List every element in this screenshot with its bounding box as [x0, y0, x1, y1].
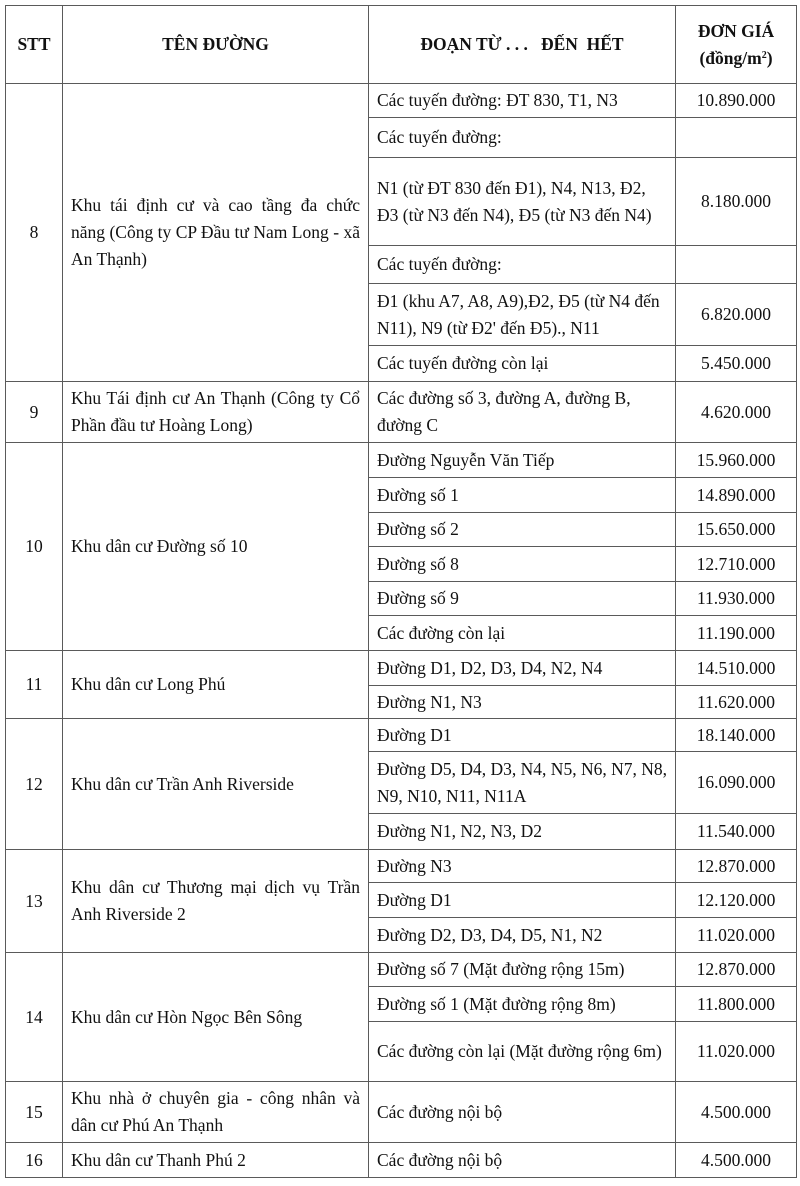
table-row [6, 84, 797, 118]
segment-cell: Đường N3 [369, 850, 676, 883]
segment-cell: Đường D1 [369, 883, 676, 918]
header-segment-label: ĐOẠN TỪ . . . ĐẾN HẾT [420, 34, 624, 54]
header-price-unit-text: (đồng/m [699, 47, 762, 68]
segment-cell: Đường số 7 (Mặt đường rộng 15m) [369, 953, 676, 987]
table-row [6, 382, 797, 443]
unit-price-cell: 18.140.000 [676, 719, 797, 752]
unit-price-cell: 11.190.000 [676, 616, 797, 651]
unit-price-cell: 8.180.000 [676, 158, 797, 246]
header-segment [369, 6, 676, 84]
segment-cell: Đường số 9 [369, 582, 676, 616]
table-row [6, 1082, 797, 1143]
segment-cell: Đường D5, D4, D3, N4, N5, N6, N7, N8, N9, N10, N11, N11A [369, 752, 676, 814]
unit-price-cell: 14.890.000 [676, 478, 797, 513]
header-price-unit-sup: 2 [761, 49, 767, 61]
unit-price-cell: 14.510.000 [676, 651, 797, 686]
header-street-name: TÊN ĐƯỜNG [63, 6, 369, 84]
unit-price-cell: 12.120.000 [676, 883, 797, 918]
segment-cell: Các đường số 3, đường A, đường B, đường C [369, 382, 676, 443]
street-name-cell: Khu nhà ở chuyên gia - công nhân và dân cư Phú An Thạnh [63, 1082, 369, 1143]
unit-price-cell: 16.090.000 [676, 752, 797, 814]
unit-price-cell: 5.450.000 [676, 346, 797, 382]
stt-cell: 13 [6, 850, 63, 953]
street-name-cell: Khu tái định cư và cao tầng đa chức năng (Công ty CP Đầu tư Nam Long - xã An Thạnh) [63, 84, 369, 382]
stt-cell: 10 [6, 443, 63, 651]
stt-cell: 12 [6, 719, 63, 850]
table-row [6, 953, 797, 987]
unit-price-cell: 10.890.000 [676, 84, 797, 118]
table-row [6, 443, 797, 478]
street-name-cell: Khu dân cư Đường số 10 [63, 443, 369, 651]
unit-price-cell: 11.800.000 [676, 987, 797, 1022]
street-name-cell: Khu dân cư Long Phú [63, 651, 369, 719]
table-header-row [6, 6, 797, 84]
street-name-cell: Khu dân cư Trần Anh Riverside [63, 719, 369, 850]
unit-price-cell: 11.020.000 [676, 918, 797, 953]
segment-cell: Đường số 8 [369, 547, 676, 582]
segment-cell: Đường D2, D3, D4, D5, N1, N2 [369, 918, 676, 953]
segment-cell: Các đường nội bộ [369, 1143, 676, 1178]
street-name-cell: Khu dân cư Thanh Phú 2 [63, 1143, 369, 1178]
street-name-cell: Khu dân cư Hòn Ngọc Bên Sông [63, 953, 369, 1082]
table-row [6, 719, 797, 752]
stt-cell: 14 [6, 953, 63, 1082]
unit-price-cell: 6.820.000 [676, 284, 797, 346]
table-row [6, 1143, 797, 1178]
segment-cell: Các đường còn lại (Mặt đường rộng 6m) [369, 1022, 676, 1082]
table-body [6, 84, 797, 1178]
segment-cell: Đường D1, D2, D3, D4, N2, N4 [369, 651, 676, 686]
unit-price-cell: 11.620.000 [676, 686, 797, 719]
header-stt: STT [6, 6, 63, 84]
segment-cell: N1 (từ ĐT 830 đến Đ1), N4, N13, Đ2, Đ3 (từ N3 đến N4), Đ5 (từ N3 đến N4) [369, 158, 676, 246]
unit-price-cell: 4.500.000 [676, 1082, 797, 1143]
stt-cell: 8 [6, 84, 63, 382]
stt-cell: 16 [6, 1143, 63, 1178]
segment-cell: Đường N1, N2, N3, D2 [369, 814, 676, 850]
stt-cell: 11 [6, 651, 63, 719]
segment-cell: Các tuyến đường: ĐT 830, T1, N3 [369, 84, 676, 118]
table-row [6, 651, 797, 686]
unit-price-cell: 12.870.000 [676, 850, 797, 883]
street-name-cell: Khu Tái định cư An Thạnh (Công ty Cổ Phần đầu tư Hoàng Long) [63, 382, 369, 443]
segment-cell: Đ1 (khu A7, A8, A9),Đ2, Đ5 (từ N4 đến N11), N9 (từ Đ2' đến Đ5)., N11 [369, 284, 676, 346]
unit-price-cell: 12.870.000 [676, 953, 797, 987]
segment-cell: Đường D1 [369, 719, 676, 752]
segment-cell: Các tuyến đường còn lại [369, 346, 676, 382]
unit-price-cell: 4.500.000 [676, 1143, 797, 1178]
stt-cell: 9 [6, 382, 63, 443]
unit-price-cell: 12.710.000 [676, 547, 797, 582]
unit-price-cell: 4.620.000 [676, 382, 797, 443]
stt-cell: 15 [6, 1082, 63, 1143]
unit-price-cell: 11.930.000 [676, 582, 797, 616]
header-price-line1: ĐƠN GIÁ [697, 20, 775, 41]
segment-cell: Các tuyến đường: [369, 246, 676, 284]
unit-price-cell [676, 246, 797, 284]
unit-price-cell: 11.020.000 [676, 1022, 797, 1082]
unit-price-cell: 15.960.000 [676, 443, 797, 478]
header-price-unit-close: ) [766, 47, 773, 68]
header-price-unit [699, 48, 772, 68]
segment-cell: Đường số 1 [369, 478, 676, 513]
segment-cell: Các đường còn lại [369, 616, 676, 651]
table-row [6, 850, 797, 883]
segment-cell: Các đường nội bộ [369, 1082, 676, 1143]
street-name-cell: Khu dân cư Thương mại dịch vụ Trần Anh Riverside 2 [63, 850, 369, 953]
unit-price-cell: 11.540.000 [676, 814, 797, 850]
header-unit-price [676, 6, 797, 84]
segment-cell: Đường Nguyễn Văn Tiếp [369, 443, 676, 478]
unit-price-cell: 15.650.000 [676, 513, 797, 547]
unit-price-cell [676, 118, 797, 158]
land-price-table [5, 5, 797, 1178]
segment-cell: Đường N1, N3 [369, 686, 676, 719]
segment-cell: Các tuyến đường: [369, 118, 676, 158]
segment-cell: Đường số 1 (Mặt đường rộng 8m) [369, 987, 676, 1022]
segment-cell: Đường số 2 [369, 513, 676, 547]
